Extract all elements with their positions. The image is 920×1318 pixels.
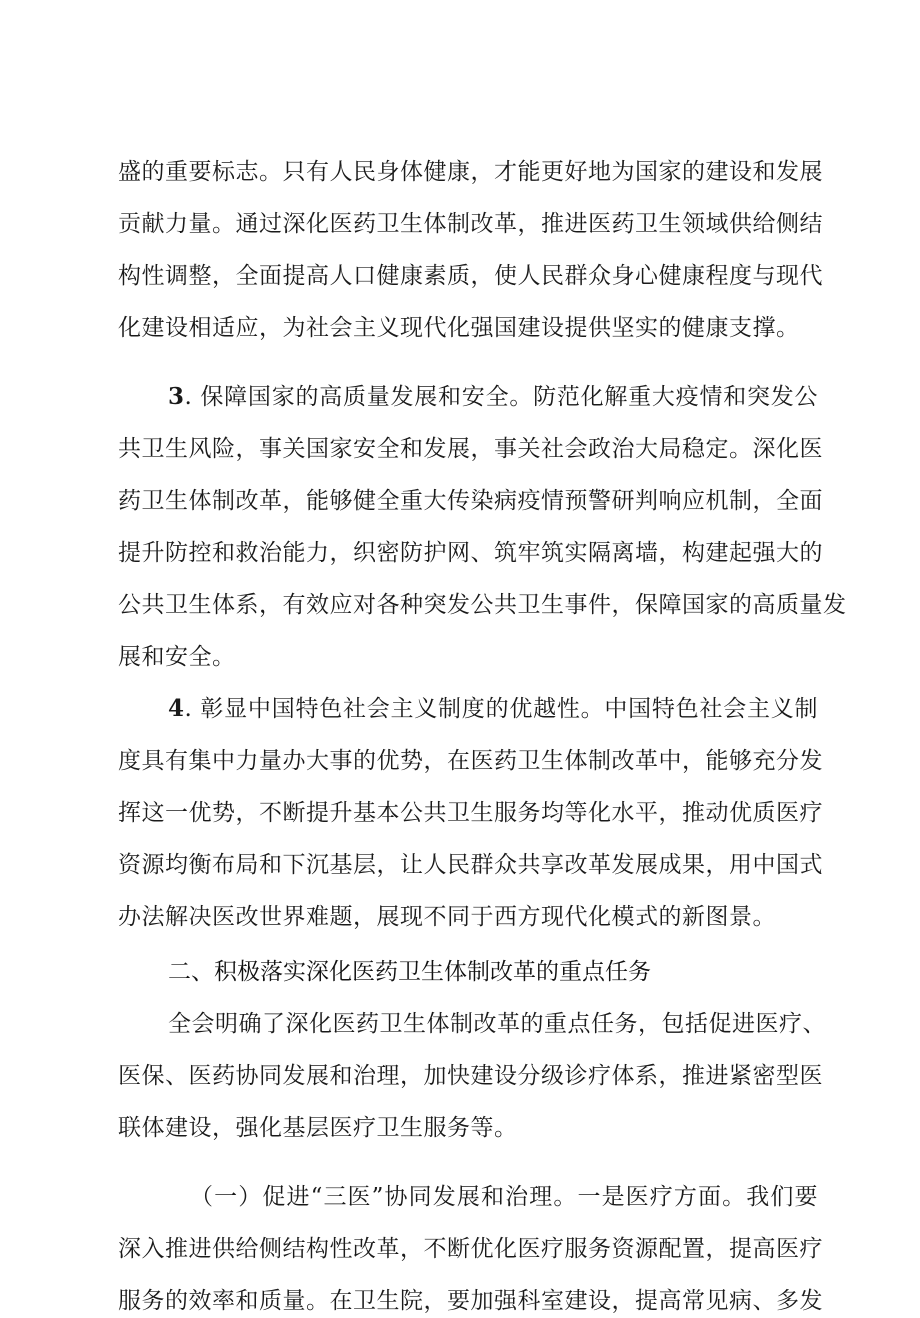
paragraph-2-line-6: 展和安全。 (118, 644, 236, 670)
paragraph-4-line-3: 联体建设，强化基层医疗卫生服务等。 (118, 1115, 518, 1141)
paragraph-2-line-2: 共卫生风险，事关国家安全和发展，事关社会政治大局稳定。深化医 (118, 436, 823, 462)
paragraph-2-line-4: 提升防控和救治能力，织密防护网、筑牢筑实隔离墙，构建起强大的 (118, 540, 823, 566)
paragraph-5-line-1: （一）促进“三医”协同发展和治理。一是医疗方面。我们要 (190, 1184, 818, 1210)
paragraph-2-line-5: 公共卫生体系，有效应对各种突发公共卫生事件，保障国家的高质量发 (118, 592, 847, 618)
paragraph-5-line-2: 深入推进供给侧结构性改革，不断优化医疗服务资源配置，提高医疗 (118, 1236, 823, 1262)
paragraph-3-line-1 (168, 692, 818, 726)
paragraph-2-line-3: 药卫生体制改革，能够健全重大传染病疫情预警研判响应机制，全面 (118, 488, 823, 514)
paragraph-1-line-1: 盛的重要标志。只有人民身体健康，才能更好地为国家的建设和发展 (118, 159, 823, 185)
paragraph-3-line-2: 度具有集中力量办大事的优势，在医药卫生体制改革中，能够充分发 (118, 748, 823, 774)
paragraph-2-number: 3 (168, 383, 185, 410)
paragraph-4-line-2: 医保、医药协同发展和治理，加快建设分级诊疗体系，推进紧密型医 (118, 1063, 823, 1089)
paragraph-2-first-line: . 保障国家的高质量发展和安全。防范化解重大疫情和突发公 (184, 384, 818, 410)
paragraph-3-number: 4 (168, 695, 185, 722)
paragraph-1-line-2: 贡献力量。通过深化医药卫生体制改革，推进医药卫生领域供给侧结 (118, 211, 823, 237)
paragraph-5-line-3: 服务的效率和质量。在卫生院，要加强科室建设，提高常见病、多发 (118, 1288, 823, 1314)
paragraph-3-line-3: 挥这一优势，不断提升基本公共卫生服务均等化水平，推动优质医疗 (118, 800, 823, 826)
section-heading: 二、积极落实深化医药卫生体制改革的重点任务 (168, 959, 651, 985)
paragraph-3-line-4: 资源均衡布局和下沉基层，让人民群众共享改革发展成果，用中国式 (118, 852, 823, 878)
paragraph-3-first-line: . 彰显中国特色社会主义制度的优越性。中国特色社会主义制 (184, 696, 818, 722)
paragraph-1-line-3: 构性调整，全面提高人口健康素质，使人民群众身心健康程度与现代 (118, 263, 823, 289)
paragraph-4-line-1: 全会明确了深化医药卫生体制改革的重点任务，包括促进医疗、 (168, 1011, 826, 1037)
paragraph-2-line-1 (168, 380, 818, 414)
paragraph-3-line-5: 办法解决医改世界难题，展现不同于西方现代化模式的新图景。 (118, 904, 776, 930)
paragraph-1-line-4: 化建设相适应，为社会主义现代化强国建设提供坚实的健康支撑。 (118, 315, 800, 341)
